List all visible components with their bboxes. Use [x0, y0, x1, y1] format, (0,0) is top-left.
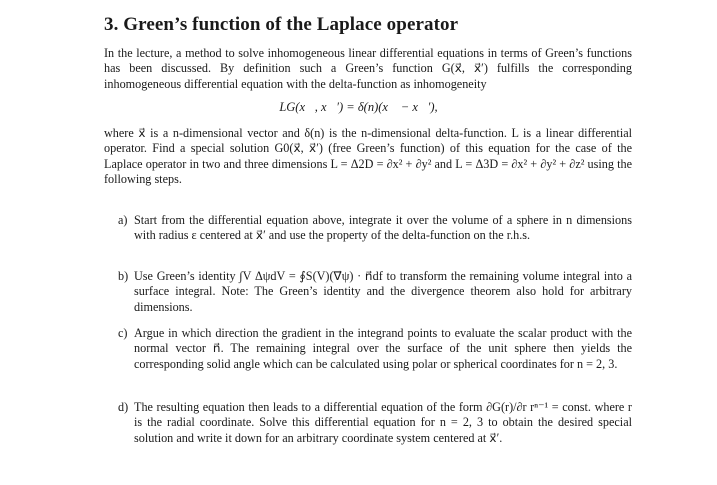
step-text: Use Green’s identity ∫V ΔψdV = ∮S(V)(∇⃗ψ) · n⃗df to transform the remaining volume integral into a surface integral. Note: The Green’s identity and the divergence theorem also hold for arbitrary dimensions.: [134, 269, 632, 314]
step-label: b): [118, 269, 129, 283]
intro-paragraph: In the lecture, a method to solve inhomogeneous linear differential equations in terms of Green’s functions has been discussed. By definition such a Green’s function G(x⃗, x⃗′) fulfills the corresponding inhomogeneous differential equation with the delta-function as inhomogeneity: [104, 46, 632, 91]
step-label: a): [118, 213, 128, 227]
step-text: Start from the differential equation above, integrate it over the volume of a sphere in n dimensions with radius ε centered at x⃗′ and use the property of the delta-function on the r.h.s.: [134, 213, 632, 243]
problem-title: 3. Green’s function of the Laplace operator: [104, 14, 459, 35]
where-paragraph: where x⃗ is a n-dimensional vector and δ(n) is the n-dimensional delta-function. L is a linear differential operator. Find a special solution G0(x⃗, x⃗′) (free Green’s function) of this equation for the case of the Laplace operator in two and three dimensions L = Δ2D = ∂x² + ∂y² and L = Δ3D = ∂x² + ∂y² + ∂z² using the following steps.: [104, 126, 632, 187]
step-label: d): [118, 400, 129, 414]
step-text: The resulting equation then leads to a differential equation of the form ∂G(r)/∂r rⁿ⁻¹ = const. where r is the radial coordinate. Solve this differential equation for n = 2, 3 to obtain the desired special solution and write it down for an arbitrary coordinate system centered at x⃗′.: [134, 400, 632, 445]
step-d: [118, 400, 632, 446]
defining-equation: LG(x⃗, x⃗′) = δ(n)(x⃗ − x⃗′),: [279, 100, 438, 114]
step-b: [118, 269, 632, 315]
step-label: c): [118, 326, 128, 340]
step-c: [118, 326, 632, 372]
step-a: [118, 213, 632, 244]
step-text: Argue in which direction the gradient in the integrand points to evaluate the scalar product with the normal vector n⃗. The remaining integral over the surface of the unit sphere then yields the corresponding solid angle which can be calculated using polar or spherical coordinates for n = 2, 3.: [134, 326, 632, 371]
